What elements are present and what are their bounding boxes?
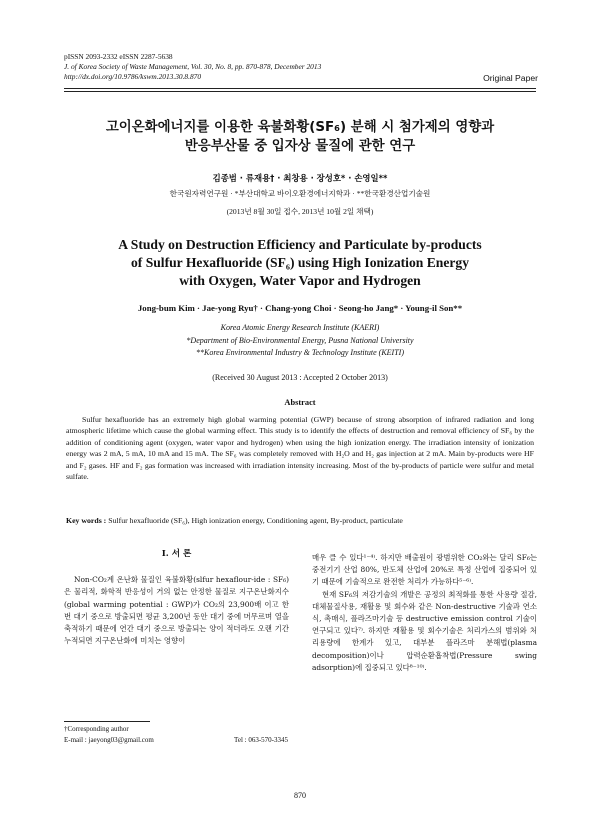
corresponding-author-label: †Corresponding author: [64, 725, 129, 733]
english-affiliations: [40, 322, 560, 360]
body-paragraph-right-2: 현재 SF₆의 저감기술의 개발은 공정의 최적화를 통한 사용량 절감, 대체물질사용, 재활용 및 회수와 같은 Non-destructive 기술과 연소식, 촉매식, 플라즈마기술 등 destructive emission control 기술이 연구되고 있다⁷⁾. 하지만 재활용 및 회수기술은 처리가스의 범위와 처리용량에 한계가 있고, 대부분 플라즈마 분해법(plasma decomposition)이나 압력순환흡착법(Pressure swing adsorption)에 집중되고 있다⁸⁻¹⁰⁾.: [312, 589, 537, 672]
body-column-left: [64, 548, 289, 647]
issn-line: pISSN 2093-2332 eISSN 2287-5638: [64, 52, 173, 61]
footnote-tel: Tel : 063-570-3345: [234, 735, 288, 744]
affiliation-2: *Department of Bio-Environmental Energy, Pusna National University: [186, 335, 414, 345]
affiliation-1: Korea Atomic Energy Research Institute (KAERI): [220, 323, 380, 332]
section-heading-introduction: I. 서 론: [161, 549, 192, 559]
english-title-line2: of Sulfur Hexafluoride (SF₆) using High Ionization Energy: [130, 255, 470, 270]
journal-citation: J. of Korea Society of Waste Management, Vol. 30, No. 8, pp. 870-878, December 2013: [64, 62, 322, 71]
footnote-email: E-mail : jaeyong03@gmail.com: [64, 735, 154, 744]
footnote-rule: [64, 721, 150, 722]
abstract-heading: Abstract: [284, 398, 316, 407]
body-column-right: [312, 552, 537, 674]
journal-header: [64, 52, 544, 82]
page-number: 870: [294, 791, 306, 800]
korean-affiliations: 한국원자력연구원 · *부산대학교 바이오환경에너지학과 · **한국환경산업기술원: [169, 189, 431, 198]
english-title-line1: A Study on Destruction Efficiency and Particulate by-products: [118, 237, 482, 252]
abstract-text: Sulfur hexafluoride has an extremely high global warming potential (GWP) because of strong absorption of infrared radiation and long atmospheric lifetime which cause the global warming effect. This study is to identify the effects of destruction and removal efficiency of SF₆ by the addition of conditioning agent (oxygen, water vapor and hydrogen) when using the high ionization energy. The irradiation intensity of ionization energy was 2 mA, 5 mA, 10 mA and 15 mA. The SF₆ was completely removed with H₂O and H₂ gas injection at 2 mA. Main by-products were HF and F₂ gases. HF and F₂ gas formation was increased with irradiation intensity increasing. Most of the by-products of particle were sulfur and metal sulfate.: [66, 415, 534, 482]
keywords: [66, 515, 534, 526]
body-paragraph-right-1: 매우 클 수 있다¹⁻⁴⁾. 하지만 배출원이 광범위한 CO₂와는 달리 SF₆는 중전기기 산업 80%, 반도체 산업에 20%로 특정 산업에 집중되어 있기 때문에 기술적으로 완전한 처리가 가능하다⁵⁻⁶⁾.: [312, 553, 537, 587]
doi-link[interactable]: http://dx.doi.org/10.9786/kswm.2013.30.8.870: [64, 72, 202, 81]
footnote-contact: [64, 735, 288, 746]
english-title: [40, 236, 560, 290]
keywords-list: Sulfur hexafluoride (SF₆), High ionization energy, Conditioning agent, By-product, particulate: [108, 516, 403, 525]
english-authors: Jong-bum Kim · Jae-yong Ryu† · Chang-yong Choi · Seong-ho Jang* · Young-il Son**: [137, 303, 463, 313]
paper-type-label: Original Paper: [483, 73, 538, 83]
korean-title-line1: 고이온화에너지를 이용한 육불화황(SF₆) 분해 시 첨가제의 영향과: [105, 120, 495, 135]
keywords-label: Key words :: [66, 516, 107, 525]
korean-title-line2: 반응부산물 중 입자상 물질에 관한 연구: [184, 139, 416, 154]
english-received: (Received 30 August 2013 : Accepted 2 October 2013): [212, 373, 388, 382]
footnote: [64, 724, 294, 745]
korean-authors: 김종범 · 류재용† · 최창용 · 장성호* · 손영일**: [212, 173, 388, 183]
korean-received: (2013년 8월 30일 접수, 2013년 10월 2일 채택): [226, 207, 374, 216]
affiliation-3: **Korea Environmental Industry & Technology Institute (KEITI): [196, 348, 404, 358]
korean-title: [40, 118, 560, 156]
header-rule-top: [64, 88, 536, 89]
english-title-line3: with Oxygen, Water Vapor and Hydrogen: [179, 273, 421, 288]
header-rule-bottom: [64, 91, 536, 92]
body-paragraph-left: Non-CO₂계 온난화 물질인 육불화황(slfur hexaflour-ide : SF₆)은 물리적, 화학적 반응성이 거의 없는 안정한 물질로 지구온난화지수(global warming potential : GWP)가 CO₂의 23,900배 이고 한번 대기 중으로 방출되면 평균 3,200년 동안 대기 중에 머무르며 열을 축적하기 때문에 연간 대기 중으로 방출되는 양이 적더라도 오랜 기간 누적되면 지구온난화에 미치는 영향이: [64, 575, 289, 646]
